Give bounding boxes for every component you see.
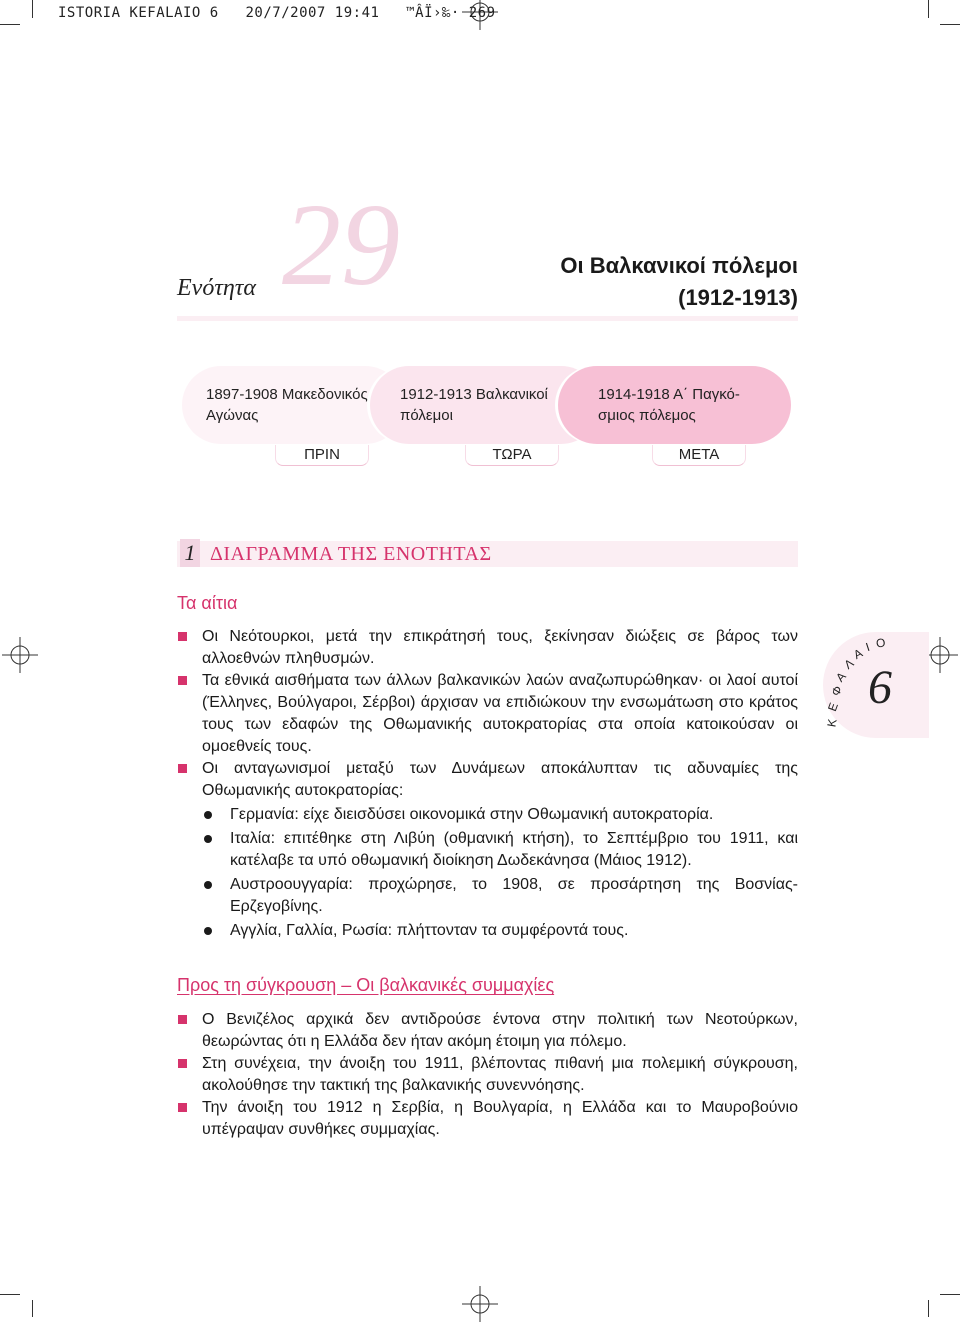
- causes-list: [178, 626, 798, 944]
- crop-mark: [928, 0, 929, 18]
- timeline-text: 1912-1913 Βαλκανικοί: [400, 386, 548, 403]
- timeline-text: Αγώνας: [206, 407, 259, 424]
- page-title-dates: (1912-1913): [678, 285, 798, 310]
- chapter-letter: Λ: [841, 656, 857, 672]
- timeline-text: σμιος πόλεμος: [598, 407, 696, 424]
- chapter-letter: Ε: [825, 700, 841, 714]
- crop-mark: [928, 1300, 929, 1317]
- sublist-item: Ιταλία: επιτέθηκε στη Λιβύη (οθμανική κτήση), το Σεπτέμβριο του 1911, και κατέλαβε τα υπό οθωμανική διοίκηση Δωδεκάνησα (Μάιος 1912).: [202, 828, 798, 872]
- crop-mark: [0, 24, 20, 25]
- alliances-list: [178, 1009, 798, 1141]
- chapter-letter: Ι: [863, 639, 872, 655]
- section-heading-alliances: Προς τη σύγκρουση – Οι βαλκανικές συμμαχίες: [177, 975, 555, 995]
- timeline-tab-after: ΜΕΤΑ: [652, 445, 746, 466]
- registration-mark-icon: [2, 637, 38, 673]
- unit-label: Ενότητα: [177, 275, 256, 301]
- crop-mark: [940, 24, 960, 25]
- sublist-item: Αυστροουγγαρία: προχώρησε, το 1908, σε προσάρτηση της Βοσνίας-Ερζεγοβίνης.: [202, 874, 798, 918]
- diagram-number: 1: [180, 539, 200, 567]
- chapter-letter: Κ: [824, 717, 840, 729]
- list-item-text: Οι ανταγωνισμοί μεταξύ των Δυνάμεων αποκάλυπταν τις αδυναμίες της Οθωμανικής αυτοκρατορίας:: [202, 760, 798, 799]
- unit-number: 29: [282, 179, 400, 310]
- timeline-item-after: [558, 366, 791, 444]
- crop-mark: [0, 1294, 20, 1295]
- timeline-tab-now: ΤΩΡΑ: [465, 445, 559, 466]
- chapter-letter: Α: [851, 645, 865, 663]
- timeline-text: 1914-1918 Α΄ Παγκό-: [598, 386, 740, 403]
- page-title: Οι Βαλκανικοί πόλεμοι: [560, 253, 798, 278]
- list-item: [178, 670, 798, 758]
- list-item-text: Οι Νεότουρκοι, μετά την επικράτησή τους, ξεκίνησαν διώξεις σε βάρος των αλλοεθνών πληθυσμών.: [202, 628, 798, 667]
- chapter-number: 6: [868, 661, 892, 714]
- timeline-text: πόλεμοι: [400, 407, 453, 424]
- list-item-text: Τα εθνικά αισθήματα των άλλων βαλκανικών λαών αναζωπυρώθηκαν· οι λαοί αυτοί (Έλληνες, Βούλγαροι, Σέρβοι) άρχισαν να επιδιώκουν την ενσωμάτωση στο κράτος τους των εδαφών της Οθωμανικής αυτοκρατορίας στα οποία κατοικούσαν οι ομοεθνείς τους.: [202, 672, 798, 755]
- chapter-letter: Α: [833, 669, 849, 685]
- chapter-letter: Φ: [828, 683, 846, 699]
- diagram-title: ΔΙΑΓΡΑΜΜΑ ΤΗΣ ΕΝΟΤΗΤΑΣ: [210, 543, 492, 565]
- title-underline: [177, 316, 798, 321]
- powers-sublist: [202, 804, 798, 942]
- chapter-letter: Ο: [875, 635, 887, 651]
- section-heading-causes: Τα αίτια: [177, 593, 238, 613]
- print-header: ISTORIA KEFALAIO 6 20/7/2007 19:41 ™ÂÏ›‰· 269: [58, 5, 496, 21]
- list-item: [178, 626, 798, 670]
- sublist-item: Αγγλία, Γαλλία, Ρωσία: πλήττονταν τα συμφέροντά τους.: [202, 920, 798, 942]
- crop-mark: [32, 1300, 33, 1317]
- timeline-tab-before: ΠΡΙΝ: [275, 445, 369, 466]
- timeline-text: 1897-1908 Μακεδονικός: [206, 386, 368, 403]
- list-item: Την άνοιξη του 1912 η Σερβία, η Βουλγαρία, η Ελλάδα και το Μαυροβούνιο υπέγραψαν συνθήκες συμμαχίας.: [178, 1097, 798, 1141]
- crop-mark: [940, 1294, 960, 1295]
- list-item: Στη συνέχεια, την άνοιξη του 1911, βλέποντας πιθανή μια πολεμική σύγκρουση, ακολούθησε την τακτική της βαλκανικής συνεννόησης.: [178, 1053, 798, 1097]
- list-item: Ο Βενιζέλος αρχικά δεν αντιδρούσε έντονα στην πολιτική των Νεοτούρκων, θεωρώντας ότι η Ελλάδα δεν ήταν ακόμη έτοιμη για πόλεμο.: [178, 1009, 798, 1053]
- crop-mark: [32, 0, 33, 18]
- sublist-item: Γερμανία: είχε διεισδύσει οικονομικά στην Οθωμανική αυτοκρατορία.: [202, 804, 798, 826]
- list-item: [178, 758, 798, 942]
